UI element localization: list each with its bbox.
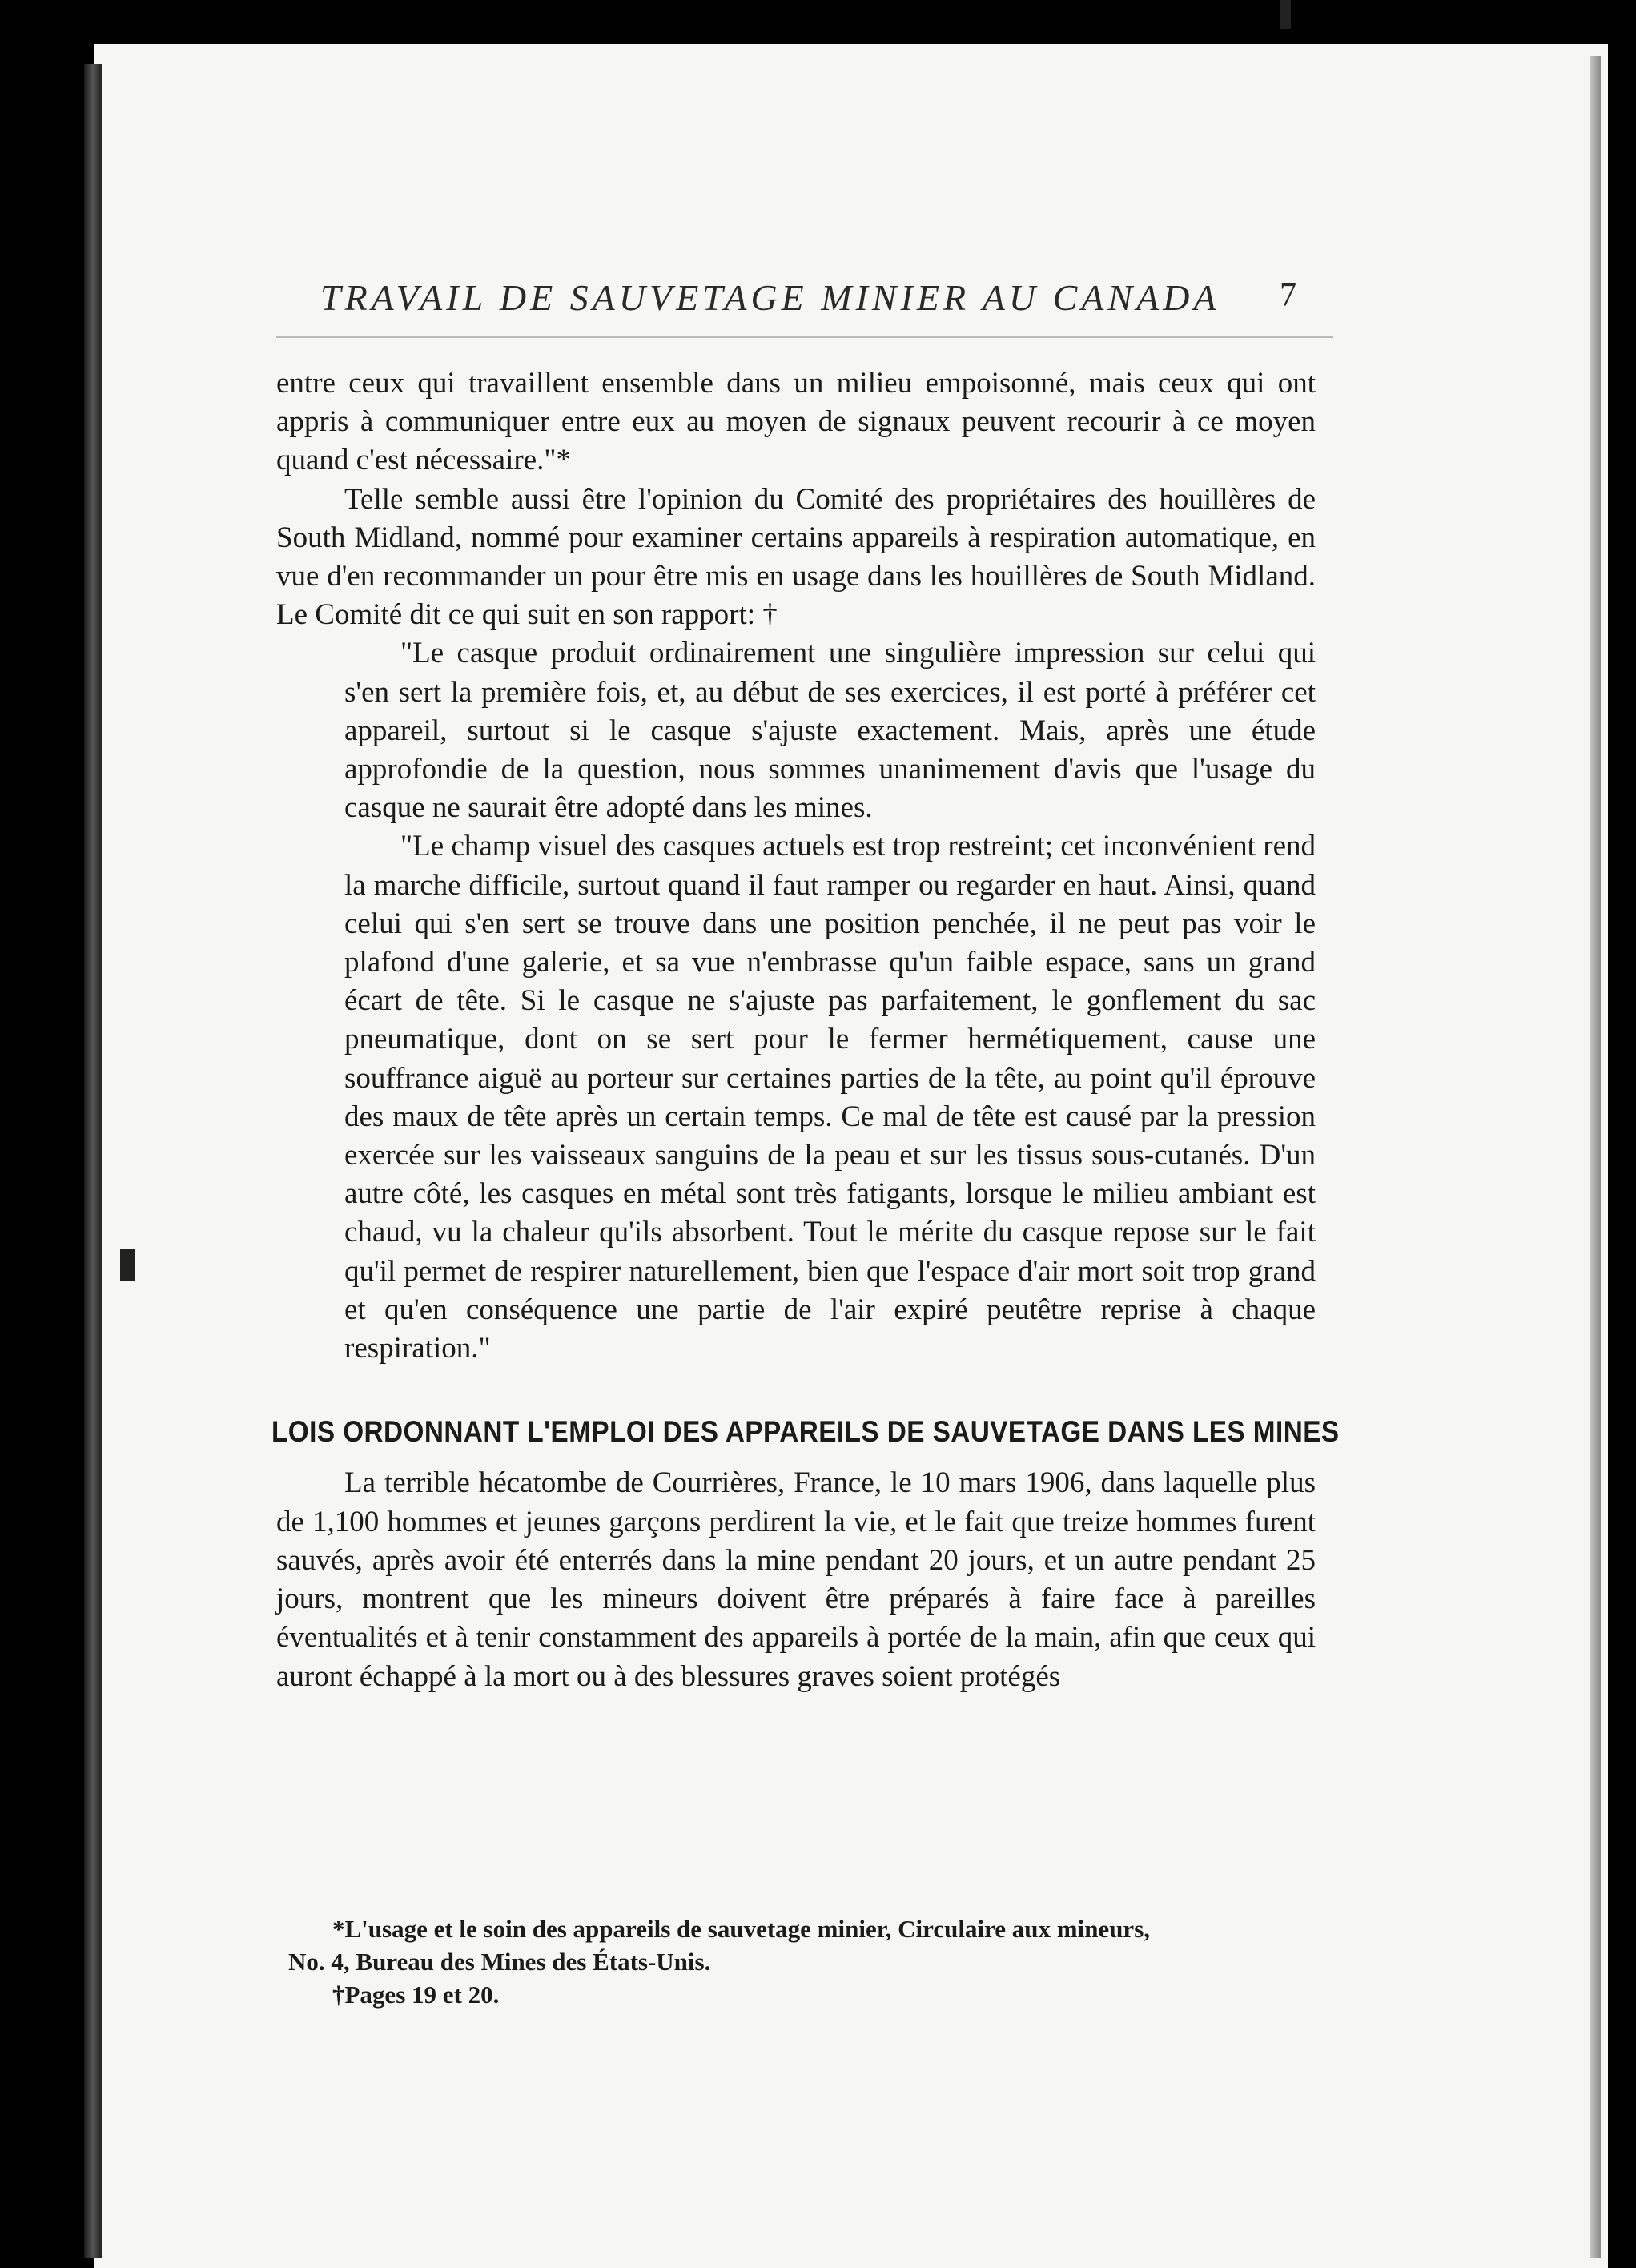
page-number: 7 (1280, 277, 1296, 314)
footnotes (288, 1912, 1345, 2011)
section-heading: LOIS ORDONNANT L'EMPLOI DES APPAREILS DE SAUVETAGE DANS LES MINES (271, 1415, 1340, 1449)
section-paragraph: La terrible hécatombe de Courrières, France, le 10 mars 1906, dans laquelle plus de 1,100 hommes et jeunes garçons perdirent la vie, et le fait que treize hommes furent sauvés, après avoir été enterrés dans la mine pendant 20 jours, et un autre pendant 25 jours, montrent que les mineurs doivent être préparés à faire face à pareilles éventualités et à tenir constamment des appareils à portée de la main, afin que ceux qui auront échappé à la mort ou à des blessures graves soient protégés (276, 1466, 1316, 1693)
quote-paragraph-2: "Le champ visuel des casques actuels est trop restreint; cet inconvénient rend la marche difficile, surtout quand il faut ramper ou regarder en haut. Ainsi, quand celui qui s'en sert se trouve dans une position penchée, il ne peut pas voir le plafond d'une galerie, et sa vue n'embrasse qu'un faible espace, sans un grand écart de tête. Si le casque ne s'ajuste pas parfaitement, le gonflement du sac pneumatique, dont on se sert pour le fermer hermétiquement, cause une souffrance aiguë au porteur sur certaines parties de la tête, au point qu'il éprouve des maux de tête après un certain temps. Ce mal de tête est causé par la pression exercée sur les vaisseaux sanguins de la peau et sur les tissus sous-cutanés. D'un autre côté, les casques en métal sont très fatigants, lorsque le milieu ambiant est chaud, vu la chaleur qu'ils absorbent. Tout le mérite du casque repose sur le fait qu'il permet de respirer naturellement, bien que l'espace d'air mort soit trop grand et qu'en conséquence une partie de l'air expiré peutêtre reprise à chaque respiration." (344, 830, 1316, 1365)
running-title: TRAVAIL DE SAUVETAGE MINIER AU CANADA (320, 277, 1220, 318)
scan-artifact (120, 1249, 135, 1281)
quote-paragraph-1: "Le casque produit ordinairement une singulière impression sur celui qui s'en sert la première fois, et, au début de ses exercices, il est porté à préférer cet appareil, surtout si le casque s'ajuste exactement. Mais, après une étude approfondie de la question, nous sommes unanimement d'avis que l'usage du casque ne saurait être adopté dans les mines. (344, 637, 1316, 825)
footnote-1: *L'usage et le soin des appareils de sauvetage minier, Circulaire aux mineurs, (332, 1915, 1151, 1943)
footnote-2: †Pages 19 et 20. (332, 1980, 500, 2009)
footnote-1-continuation: No. 4, Bureau des Mines des États-Unis. (288, 1948, 711, 1976)
paragraph-opinion: Telle semble aussi être l'opinion du Comité des propriétaires des houillères de South Midland, nommé pour examiner certains appareils à respiration automatique, en vue d'en recommander un pour être mis en usage dans les houillères de South Midland. Le Comité dit ce qui suit en son rapport: † (276, 482, 1316, 632)
scan-artifact (1280, 0, 1291, 29)
paragraph-continuation: entre ceux qui travaillent ensemble dans un milieu empoisonné, mais ceux qui ont appris à communiquer entre eux au moyen de signaux peuvent recourir à ce moyen quand c'est nécessaire."* (276, 367, 1316, 477)
header-rule (276, 336, 1333, 338)
book-binding-shadow (84, 64, 102, 2258)
body-text (271, 364, 1340, 1696)
page-edge (1590, 56, 1601, 2258)
